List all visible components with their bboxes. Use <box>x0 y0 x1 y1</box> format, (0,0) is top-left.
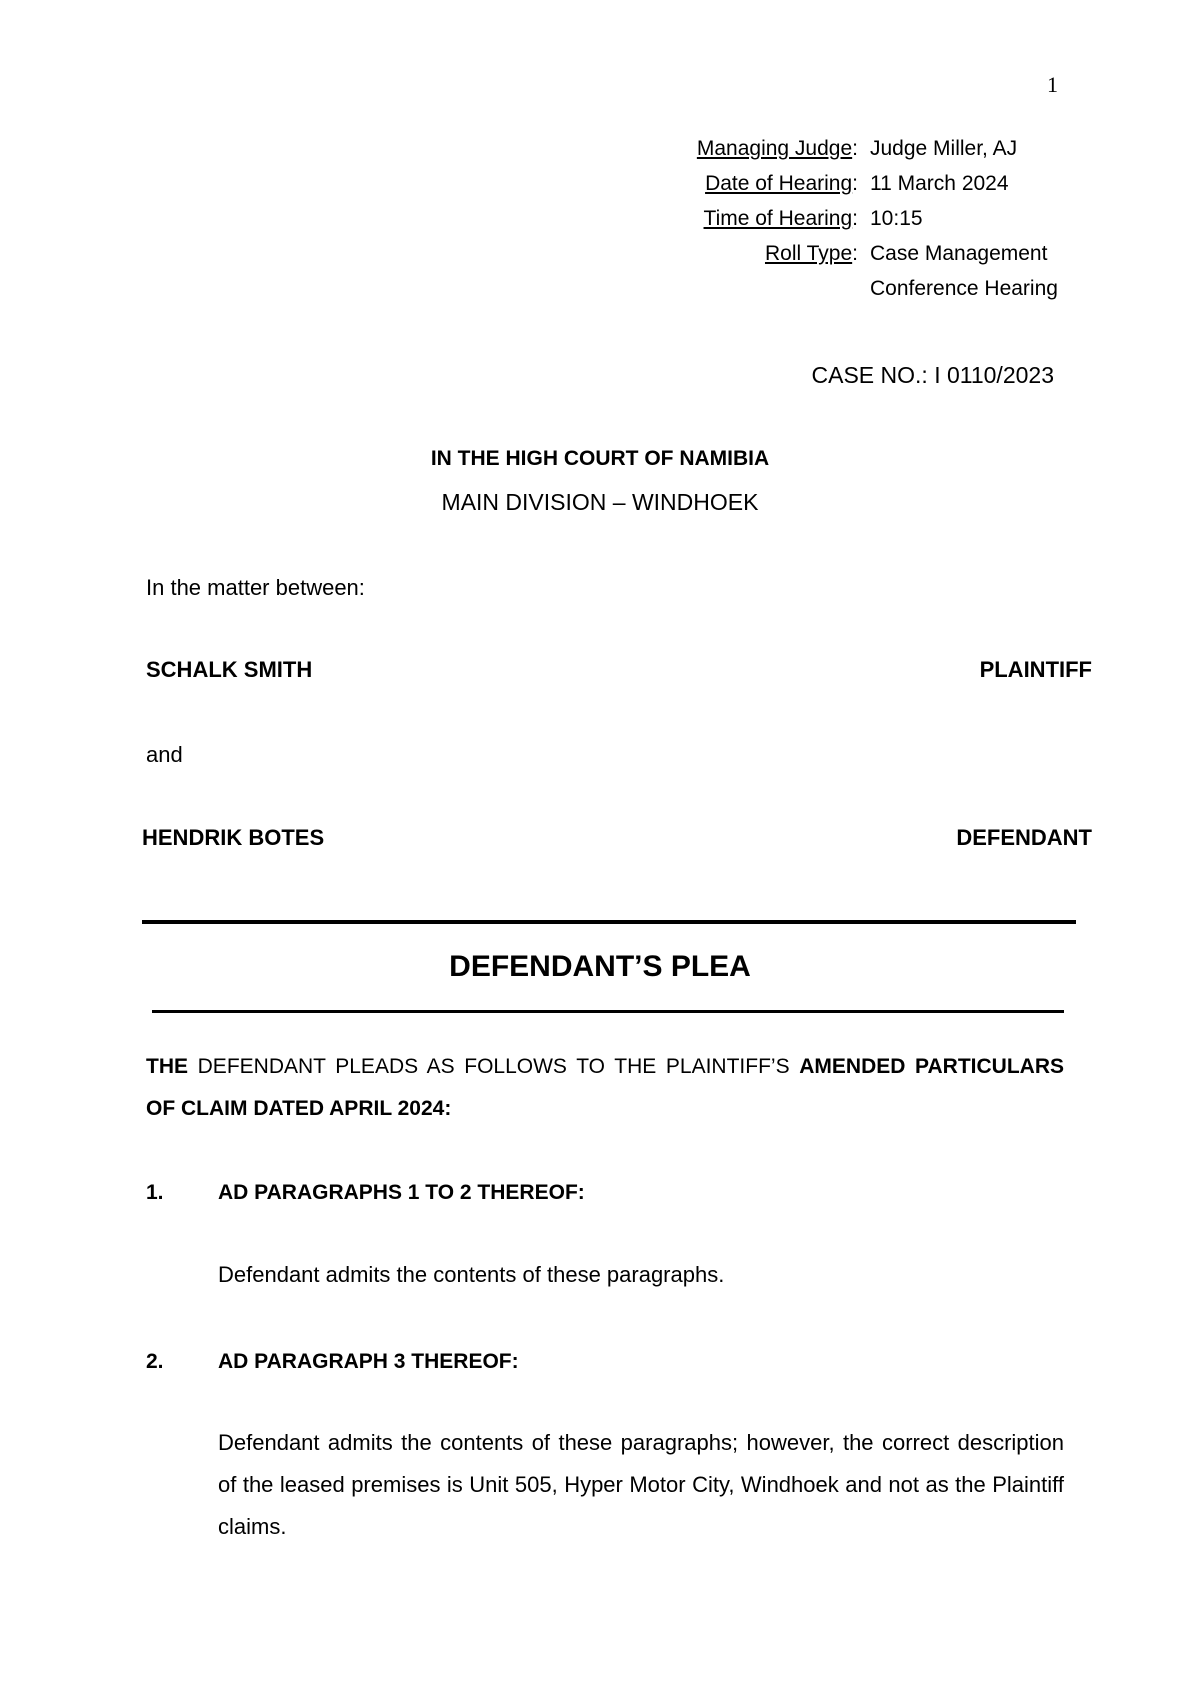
meta-row-time-of-hearing <box>0 207 1200 237</box>
paragraph-body: Defendant admits the contents of these paragraphs; however, the correct description of the leased premises is Unit 505, Hyper Motor City, Windhoek and not as the Plaintiff claims. <box>218 1430 1064 1539</box>
case-number: CASE NO.: I 0110/2023 <box>811 362 1054 388</box>
plaintiff-role: PLAINTIFF <box>979 657 1092 682</box>
meta-value: Case Management <box>870 242 1048 265</box>
intro-middle: DEFENDANT PLEADS AS FOLLOWS TO THE PLAINTIFF’S <box>188 1055 800 1078</box>
court-title: IN THE HIGH COURT OF NAMIBIA <box>430 447 770 470</box>
paragraph-number: 2. <box>146 1350 164 1373</box>
plaintiff-name: SCHALK SMITH <box>146 657 313 682</box>
title-rule-top <box>142 920 1076 924</box>
meta-value: 10:15 <box>870 207 923 230</box>
intro-bold-end: AMENDED PARTICULARS OF CLAIM DATED APRIL 2024: <box>146 1055 1064 1120</box>
title-rule-bottom <box>152 1010 1064 1013</box>
meta-row-roll-type-continued <box>0 277 1200 307</box>
paragraph-body: Defendant admits the contents of these paragraphs. <box>218 1262 725 1287</box>
plea-intro <box>146 1046 1064 1130</box>
conjunction: and <box>146 742 183 767</box>
defendant-role: DEFENDANT <box>956 825 1092 850</box>
matter-intro: In the matter between: <box>146 575 365 600</box>
page-number: 1 <box>1047 72 1058 97</box>
meta-value: 11 March 2024 <box>870 172 1009 195</box>
meta-label: Roll Type: <box>764 242 858 265</box>
defendant-name: HENDRIK BOTES <box>142 825 325 850</box>
meta-row-date-of-hearing <box>0 172 1200 202</box>
paragraph-heading: AD PARAGRAPH 3 THEREOF: <box>218 1350 519 1373</box>
meta-label: Time of Hearing: <box>703 207 858 230</box>
meta-value-continuation: Conference Hearing <box>870 277 1058 300</box>
meta-row-managing-judge <box>0 137 1200 167</box>
meta-label: Managing Judge: <box>696 137 858 160</box>
meta-value: Judge Miller, AJ <box>870 137 1018 160</box>
paragraph-number: 1. <box>146 1181 164 1204</box>
paragraph-heading: AD PARAGRAPHS 1 TO 2 THEREOF: <box>218 1181 585 1204</box>
intro-bold-start: THE <box>146 1055 188 1078</box>
meta-label: Date of Hearing: <box>705 172 858 195</box>
document-title: DEFENDANT’S PLEA <box>449 950 751 983</box>
court-division: MAIN DIVISION – WINDHOEK <box>441 489 759 515</box>
meta-row-roll-type <box>0 242 1200 272</box>
